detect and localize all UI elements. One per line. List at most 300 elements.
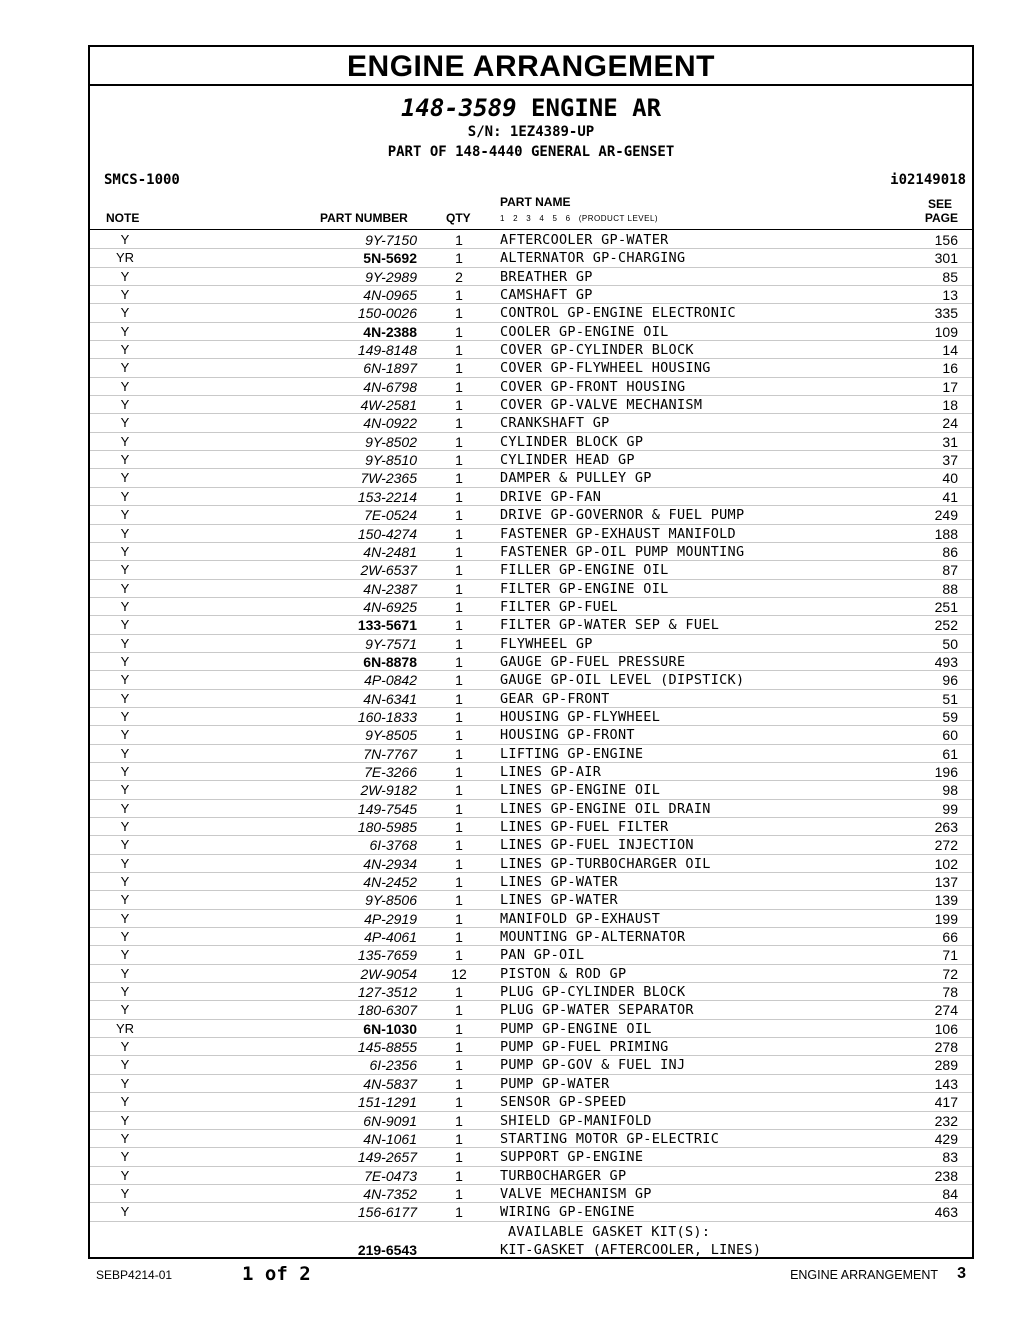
- smcs-code: SMCS-1000: [104, 172, 180, 188]
- note-cell: Y: [120, 782, 130, 798]
- part-number-cell: 133-5671: [357, 617, 417, 634]
- qty-cell: 1: [455, 1039, 463, 1056]
- note-cell: Y: [120, 470, 130, 486]
- note-cell: Y: [120, 232, 130, 247]
- see-page-cell: 196: [934, 763, 958, 780]
- table-row: [90, 1038, 972, 1056]
- table-row: [90, 946, 972, 964]
- part-number-cell: 5N-5692: [363, 250, 417, 267]
- part-number-cell: 153-2214: [357, 488, 417, 505]
- part-name-cell: COVER GP-FRONT HOUSING: [500, 378, 686, 395]
- table-row: [90, 341, 972, 359]
- part-number-cell: 7E-0524: [364, 507, 417, 524]
- part-number-cell: 150-4274: [357, 525, 417, 542]
- part-name-cell: VALVE MECHANISM GP: [500, 1185, 652, 1202]
- table-row: [90, 1167, 972, 1185]
- part-name-cell: HOUSING GP-FLYWHEEL: [500, 708, 661, 725]
- part-name-cell: AFTERCOOLER GP-WATER: [500, 232, 669, 248]
- see-page-cell: 18: [942, 397, 958, 414]
- part-number-cell: 4N-2452: [363, 874, 417, 891]
- part-name-cell: CYLINDER HEAD GP: [500, 452, 635, 469]
- qty-cell: 1: [455, 855, 463, 872]
- part-number-cell: 2W-9182: [360, 782, 417, 799]
- part-number-cell: 9Y-2989: [365, 268, 417, 285]
- part-name-cell: BREATHER GP: [500, 268, 593, 285]
- note-cell: Y: [120, 1094, 130, 1110]
- part-number-cell: 180-5985: [357, 819, 417, 835]
- qty-cell: 1: [455, 452, 463, 469]
- document-id: i02149018: [890, 172, 966, 188]
- table-row: [90, 1056, 972, 1074]
- note-cell: Y: [120, 1204, 130, 1220]
- qty-cell: 1: [455, 1167, 463, 1184]
- qty-cell: 2: [455, 268, 463, 285]
- part-name-cell: PUMP GP-GOV & FUEL INJ: [500, 1057, 686, 1074]
- table-row: [90, 800, 972, 818]
- see-page-cell: 71: [942, 947, 958, 964]
- table-row: [90, 635, 972, 653]
- part-name-cell: TURBOCHARGER GP: [500, 1167, 627, 1184]
- note-cell: Y: [120, 690, 130, 706]
- table-row: [90, 525, 972, 543]
- part-name-cell: MANIFOLD GP-EXHAUST: [500, 910, 661, 927]
- part-number-cell: 4N-0922: [363, 415, 417, 432]
- see-page-cell: 251: [934, 598, 958, 615]
- qty-cell: 12: [451, 965, 467, 982]
- part-name-cell: WIRING GP-ENGINE: [500, 1204, 635, 1221]
- qty-cell: 1: [455, 305, 463, 322]
- note-cell: Y: [120, 727, 130, 743]
- note-cell: Y: [120, 892, 130, 908]
- part-number-cell: 156-6177: [357, 1204, 417, 1221]
- qty-cell: 1: [455, 543, 463, 560]
- part-number-cell: 6N-8878: [363, 653, 417, 670]
- table-row: [90, 616, 972, 634]
- parts-table: [90, 231, 972, 1222]
- see-page-cell: 86: [942, 543, 958, 560]
- part-number-cell: 7W-2365: [360, 470, 417, 487]
- note-cell: Y: [120, 433, 130, 449]
- qty-cell: 1: [455, 507, 463, 524]
- part-name-cell: CRANKSHAFT GP: [500, 415, 610, 432]
- see-page-cell: 139: [934, 892, 958, 909]
- part-name-cell: PUMP GP-WATER: [500, 1075, 610, 1092]
- qty-cell: 1: [455, 323, 463, 340]
- table-row: [90, 1075, 972, 1093]
- table-row: [90, 653, 972, 671]
- part-name-cell: LINES GP-FUEL FILTER: [500, 819, 669, 835]
- part-name-cell: GAUGE GP-FUEL PRESSURE: [500, 653, 686, 670]
- see-page-cell: 289: [934, 1057, 958, 1074]
- see-page-cell: 84: [942, 1185, 958, 1202]
- see-page-cell: 272: [934, 837, 958, 854]
- column-header-see: SEE: [927, 197, 952, 211]
- note-cell: Y: [120, 452, 130, 468]
- see-page-cell: 83: [942, 1149, 958, 1166]
- table-row: [90, 231, 972, 249]
- part-name-cell: LINES GP-WATER: [500, 892, 618, 909]
- note-cell: Y: [120, 507, 130, 523]
- footer-doc-number: SEBP4214-01: [96, 1268, 173, 1282]
- see-page-cell: 335: [934, 305, 958, 322]
- qty-cell: 1: [455, 763, 463, 780]
- part-number-cell: 4N-6925: [363, 598, 417, 615]
- part-number-cell: 4N-6341: [363, 690, 417, 707]
- table-row: [90, 1093, 972, 1111]
- document-frame: [88, 45, 974, 1259]
- part-number-cell: 4N-2388: [363, 323, 417, 340]
- note-cell: Y: [120, 1002, 130, 1018]
- see-page-cell: 98: [942, 782, 958, 799]
- gasket-kit-part-number: 219-6543: [357, 1242, 417, 1258]
- table-row: [90, 763, 972, 781]
- part-name-cell: FLYWHEEL GP: [500, 635, 593, 652]
- table-row: [90, 836, 972, 854]
- part-name-cell: LINES GP-ENGINE OIL: [500, 782, 661, 799]
- see-page-cell: 41: [942, 488, 958, 505]
- table-row: [90, 304, 972, 322]
- see-page-cell: 72: [942, 965, 958, 982]
- note-cell: Y: [120, 617, 130, 633]
- group-header: [90, 86, 972, 230]
- qty-cell: 1: [455, 360, 463, 377]
- table-row: [90, 910, 972, 928]
- note-cell: Y: [120, 1167, 130, 1183]
- table-row: [90, 396, 972, 414]
- part-name-cell: FILTER GP-ENGINE OIL: [500, 580, 669, 597]
- table-row: [90, 1001, 972, 1019]
- page-title: ENGINE ARRANGEMENT: [90, 47, 972, 86]
- qty-cell: 1: [455, 232, 463, 248]
- table-row: [90, 451, 972, 469]
- table-row: [90, 268, 972, 286]
- part-number-cell: 127-3512: [357, 984, 417, 1001]
- table-row: [90, 414, 972, 432]
- table-row: [90, 323, 972, 341]
- serial-number: S/N: 1EZ4389-UP: [467, 124, 595, 140]
- see-page-cell: 238: [934, 1167, 958, 1184]
- part-name-cell: LINES GP-AIR: [500, 763, 602, 780]
- see-page-cell: 37: [942, 452, 958, 469]
- part-number-cell: 151-1291: [357, 1094, 417, 1111]
- footer-section-title: ENGINE ARRANGEMENT: [790, 1268, 938, 1282]
- qty-cell: 1: [455, 819, 463, 835]
- qty-cell: 1: [455, 929, 463, 946]
- note-cell: Y: [120, 837, 130, 853]
- see-page-cell: 50: [942, 635, 958, 652]
- note-cell: Y: [120, 1039, 130, 1055]
- part-number-cell: 6I-2356: [369, 1057, 417, 1074]
- see-page-cell: 493: [934, 653, 958, 670]
- see-page-cell: 252: [934, 617, 958, 634]
- part-name-cell: SENSOR GP-SPEED: [500, 1094, 627, 1111]
- table-row: [90, 726, 972, 744]
- note-cell: YR: [115, 250, 135, 266]
- column-header-note: NOTE: [106, 211, 140, 225]
- qty-cell: 1: [455, 892, 463, 909]
- note-cell: Y: [120, 360, 130, 376]
- table-row: [90, 928, 972, 946]
- qty-cell: 1: [455, 708, 463, 725]
- qty-cell: 1: [455, 745, 463, 762]
- qty-cell: 1: [455, 580, 463, 597]
- part-name-cell: GAUGE GP-OIL LEVEL (DIPSTICK): [500, 672, 745, 689]
- gasket-kit-name: KIT-GASKET (AFTERCOOLER, LINES): [500, 1242, 762, 1258]
- part-number-cell: 9Y-8505: [365, 727, 417, 744]
- note-cell: Y: [120, 342, 130, 358]
- part-name-cell: DRIVE GP-GOVERNOR & FUEL PUMP: [500, 507, 745, 524]
- qty-cell: 1: [455, 690, 463, 707]
- see-page-cell: 85: [942, 268, 958, 285]
- qty-cell: 1: [455, 617, 463, 634]
- part-name-cell: LINES GP-FUEL INJECTION: [500, 837, 694, 854]
- footer-page-number: 3: [957, 1265, 966, 1282]
- part-number-cell: 4N-2387: [363, 580, 417, 597]
- note-cell: Y: [120, 543, 130, 559]
- table-row: [90, 983, 972, 1001]
- table-row: [90, 286, 972, 304]
- table-row: [90, 708, 972, 726]
- see-page-cell: 61: [942, 745, 958, 762]
- qty-cell: 1: [455, 1057, 463, 1074]
- note-cell: Y: [120, 672, 130, 688]
- part-name-cell: LIFTING GP-ENGINE: [500, 745, 644, 762]
- see-page-cell: 24: [942, 415, 958, 432]
- see-page-cell: 199: [934, 910, 958, 927]
- qty-cell: 1: [455, 635, 463, 652]
- qty-cell: 1: [455, 562, 463, 579]
- qty-cell: 1: [455, 800, 463, 817]
- qty-cell: 1: [455, 250, 463, 267]
- table-row: [90, 818, 972, 836]
- part-number-cell: 4N-5837: [363, 1075, 417, 1092]
- note-cell: Y: [120, 1112, 130, 1128]
- part-name-cell: FILLER GP-ENGINE OIL: [500, 562, 669, 579]
- part-name-cell: COVER GP-FLYWHEEL HOUSING: [500, 360, 711, 377]
- qty-cell: 1: [455, 947, 463, 964]
- qty-cell: 1: [455, 488, 463, 505]
- qty-cell: 1: [455, 525, 463, 542]
- part-number-cell: 2W-9054: [360, 965, 417, 982]
- table-row: [90, 1148, 972, 1166]
- part-number-cell: 4W-2581: [360, 397, 417, 414]
- note-cell: Y: [120, 488, 130, 504]
- note-cell: Y: [120, 1130, 130, 1146]
- column-header-part-name: PART NAME: [500, 195, 571, 209]
- note-cell: Y: [120, 378, 130, 394]
- part-name-cell: LINES GP-WATER: [500, 874, 618, 891]
- qty-cell: 1: [455, 1002, 463, 1019]
- qty-cell: 1: [455, 910, 463, 927]
- qty-cell: 1: [455, 1112, 463, 1129]
- note-cell: Y: [120, 305, 130, 321]
- qty-cell: 1: [455, 874, 463, 891]
- part-number-cell: 4N-0965: [363, 287, 417, 304]
- part-number-cell: 7E-0473: [364, 1167, 417, 1184]
- see-page-cell: 301: [934, 250, 958, 267]
- part-name-cell: SUPPORT GP-ENGINE: [500, 1149, 644, 1166]
- part-number-cell: 150-0026: [357, 305, 417, 322]
- note-cell: Y: [120, 268, 130, 284]
- table-row: [90, 561, 972, 579]
- part-name-cell: FASTENER GP-OIL PUMP MOUNTING: [500, 543, 745, 560]
- gasket-kit-section: [90, 1222, 972, 1259]
- note-cell: Y: [120, 708, 130, 724]
- qty-cell: 1: [455, 1094, 463, 1111]
- part-number-cell: 9Y-7150: [365, 232, 417, 248]
- note-cell: Y: [120, 763, 130, 779]
- part-name-cell: PISTON & ROD GP: [500, 965, 627, 982]
- see-page-cell: 96: [942, 672, 958, 689]
- see-page-cell: 87: [942, 562, 958, 579]
- qty-cell: 1: [455, 653, 463, 670]
- table-row: [90, 506, 972, 524]
- table-row: [90, 359, 972, 377]
- part-name-cell: MOUNTING GP-ALTERNATOR: [500, 929, 686, 946]
- see-page-cell: 156: [934, 232, 958, 248]
- part-number-cell: 180-6307: [357, 1002, 417, 1019]
- part-number-cell: 6I-3768: [369, 837, 417, 854]
- see-page-cell: 31: [942, 433, 958, 450]
- note-cell: YR: [115, 1020, 135, 1036]
- part-number-cell: 4N-1061: [363, 1130, 417, 1147]
- note-cell: Y: [120, 910, 130, 926]
- see-page-cell: 16: [942, 360, 958, 377]
- part-name-cell: PAN GP-OIL: [500, 947, 585, 964]
- part-number-cell: 145-8855: [357, 1039, 417, 1056]
- note-cell: Y: [120, 580, 130, 596]
- note-cell: Y: [120, 745, 130, 761]
- part-name-cell: PLUG GP-WATER SEPARATOR: [500, 1002, 694, 1019]
- part-name-cell: DRIVE GP-FAN: [500, 488, 602, 505]
- column-header-qty: QTY: [446, 211, 471, 225]
- qty-cell: 1: [455, 1149, 463, 1166]
- qty-cell: 1: [455, 672, 463, 689]
- part-number-cell: 6N-1897: [363, 360, 417, 377]
- note-cell: Y: [120, 653, 130, 669]
- note-cell: Y: [120, 1075, 130, 1091]
- part-name-cell: HOUSING GP-FRONT: [500, 727, 635, 744]
- part-name-cell: CAMSHAFT GP: [500, 287, 593, 304]
- part-name-cell: GEAR GP-FRONT: [500, 690, 610, 707]
- part-number-cell: 7N-7767: [363, 745, 417, 762]
- see-page-cell: 78: [942, 984, 958, 1001]
- table-row: [90, 1112, 972, 1130]
- part-number-cell: 135-7659: [357, 947, 417, 964]
- part-name-cell: CYLINDER BLOCK GP: [500, 433, 644, 450]
- part-number-cell: 6N-9091: [363, 1112, 417, 1129]
- see-page-cell: 17: [942, 378, 958, 395]
- qty-cell: 1: [455, 727, 463, 744]
- qty-cell: 1: [455, 470, 463, 487]
- see-page-cell: 51: [942, 690, 958, 707]
- part-number-cell: 4N-2934: [363, 855, 417, 872]
- table-row: [90, 378, 972, 396]
- note-cell: Y: [120, 415, 130, 431]
- group-part-number: 148-3589: [400, 94, 517, 122]
- part-number-cell: 2W-6537: [360, 562, 417, 579]
- see-page-cell: 13: [942, 287, 958, 304]
- table-row: [90, 1185, 972, 1203]
- qty-cell: 1: [455, 287, 463, 304]
- see-page-cell: 188: [934, 525, 958, 542]
- qty-cell: 1: [455, 984, 463, 1001]
- qty-cell: 1: [455, 1075, 463, 1092]
- see-page-cell: 232: [934, 1112, 958, 1129]
- see-page-cell: 88: [942, 580, 958, 597]
- table-row: [90, 1130, 972, 1148]
- table-row: [90, 1203, 972, 1221]
- note-cell: Y: [120, 1185, 130, 1201]
- see-page-cell: 60: [942, 727, 958, 744]
- part-number-cell: 149-8148: [357, 342, 417, 359]
- part-name-cell: PLUG GP-CYLINDER BLOCK: [500, 984, 686, 1001]
- see-page-cell: 66: [942, 929, 958, 946]
- table-row: [90, 598, 972, 616]
- qty-cell: 1: [455, 415, 463, 432]
- see-page-cell: 59: [942, 708, 958, 725]
- part-name-cell: FASTENER GP-EXHAUST MANIFOLD: [500, 525, 736, 542]
- note-cell: Y: [120, 874, 130, 890]
- qty-cell: 1: [455, 397, 463, 414]
- part-name-cell: COVER GP-VALVE MECHANISM: [500, 397, 703, 414]
- part-of-line: PART OF 148-4440 GENERAL AR-GENSET: [387, 144, 675, 160]
- note-cell: Y: [120, 1057, 130, 1073]
- group-title: [90, 94, 972, 122]
- see-page-cell: 429: [934, 1130, 958, 1147]
- table-row: [90, 891, 972, 909]
- table-row: [90, 249, 972, 267]
- column-header-part-number: PART NUMBER: [320, 211, 408, 225]
- qty-cell: 1: [455, 837, 463, 854]
- table-row: [90, 433, 972, 451]
- part-number-cell: 4N-7352: [363, 1185, 417, 1202]
- see-page-cell: 417: [934, 1094, 958, 1111]
- note-cell: Y: [120, 947, 130, 963]
- note-cell: Y: [120, 965, 130, 981]
- part-number-cell: 9Y-7571: [365, 635, 417, 652]
- note-cell: Y: [120, 598, 130, 614]
- part-number-cell: 4N-6798: [363, 378, 417, 395]
- part-name-cell: STARTING MOTOR GP-ELECTRIC: [500, 1130, 720, 1147]
- part-number-cell: 4P-4061: [364, 929, 417, 946]
- see-page-cell: 249: [934, 507, 958, 524]
- part-number-cell: 9Y-8510: [365, 452, 417, 469]
- note-cell: Y: [120, 397, 130, 413]
- note-cell: Y: [120, 1149, 130, 1165]
- part-name-cell: PUMP GP-FUEL PRIMING: [500, 1039, 669, 1056]
- part-number-cell: 149-7545: [357, 800, 417, 817]
- part-number-cell: 149-2657: [357, 1149, 417, 1166]
- group-name: ENGINE AR: [531, 94, 662, 122]
- see-page-cell: 109: [934, 323, 958, 340]
- qty-cell: 1: [455, 782, 463, 799]
- see-page-cell: 274: [934, 1002, 958, 1019]
- part-number-cell: 4P-0842: [364, 672, 417, 689]
- note-cell: Y: [120, 855, 130, 871]
- table-row: [90, 543, 972, 561]
- see-page-cell: 99: [942, 800, 958, 817]
- qty-cell: 1: [455, 1130, 463, 1147]
- table-row: [90, 671, 972, 689]
- footer-page-count: 1 of 2: [242, 1263, 311, 1285]
- table-row: [90, 690, 972, 708]
- part-number-cell: 7E-3266: [364, 763, 417, 780]
- qty-cell: 1: [455, 342, 463, 359]
- table-row: [90, 469, 972, 487]
- see-page-cell: 143: [934, 1075, 958, 1092]
- qty-cell: 1: [455, 1185, 463, 1202]
